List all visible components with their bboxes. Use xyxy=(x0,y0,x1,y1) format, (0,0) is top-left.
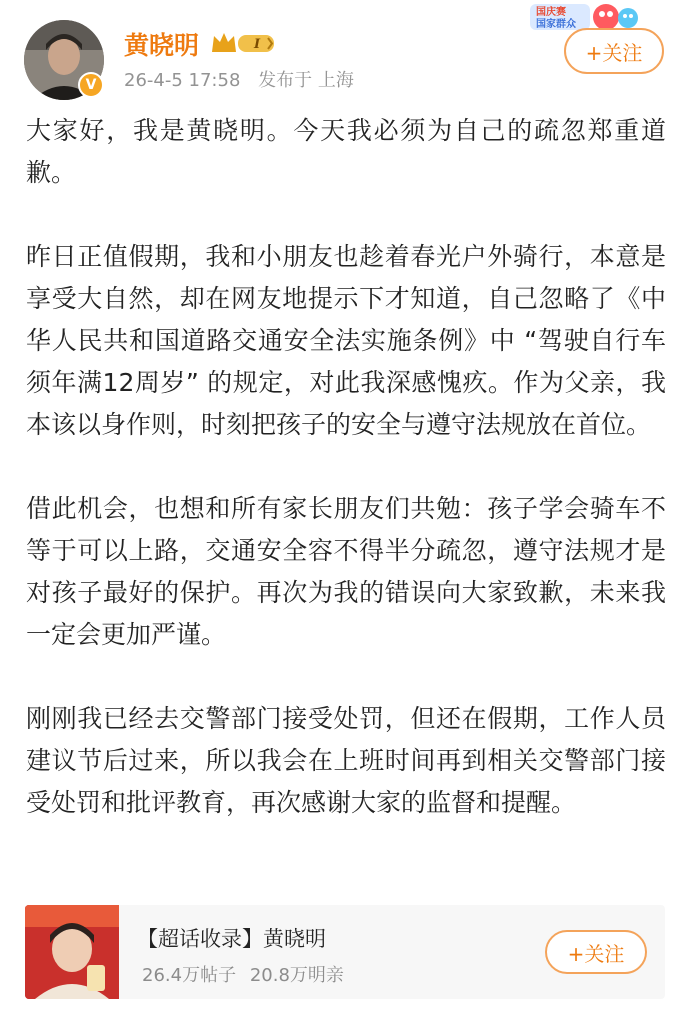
supertopic-card[interactable] xyxy=(25,905,665,999)
svg-text:国庆赛: 国庆赛 xyxy=(536,7,566,18)
username[interactable]: 黄晓明 xyxy=(124,31,200,60)
post-meta xyxy=(124,66,366,92)
supertopic-fan-count: 20.8万明亲 xyxy=(249,965,344,986)
post-paragraph: 大家好，我是黄晓明。今天我必须为自己的疏忽郑重道歉。 xyxy=(26,116,666,187)
supertopic-stats xyxy=(142,961,352,987)
supertopic-thumbnail[interactable] xyxy=(25,905,119,999)
supertopic-follow-button[interactable]: +关注 xyxy=(545,930,647,974)
follow-button[interactable]: +关注 xyxy=(564,28,664,74)
post-paragraph: 刚刚我已经去交警部门接受处罚，但还在假期，工作人员建议节后过来，所以我会在上班时间再到相关交警部门接受处罚和批评教育，再次感谢大家的监督和提醒。 xyxy=(26,704,666,817)
post-location: 发布于 上海 xyxy=(258,70,354,91)
svg-text:国家群众: 国家群众 xyxy=(536,19,576,30)
supertopic-title[interactable]: 【超话收录】黄晓明 xyxy=(137,927,326,951)
post-paragraph: 借此机会，也想和所有家长朋友们共勉：孩子学会骑车不等于可以上路，交通安全容不得半分疏忽，遵守法规才是对孩子最好的保护。再次为我的错误向大家致歉，未来我一定会更加严谨。 xyxy=(26,494,666,649)
supertopic-post-count: 26.4万帖子 xyxy=(142,965,237,986)
verified-v-icon: V xyxy=(78,72,104,98)
svg-text:I: I xyxy=(254,37,261,52)
post-timestamp: 26-4-5 17:58 xyxy=(124,70,241,91)
post-content xyxy=(26,110,666,866)
post-paragraph: 昨日正值假期，我和小朋友也趁着春光户外骑行，本意是享受大自然，却在网友地提示下才知道，自己忽略了《中华人民共和国道路交通安全法实施条例》中 “驾驶自行车须年满12周岁” 的规定，对此我深感愧疚。作为父亲，我本该以身作则，时刻把孩子的安全与遵守法规放在首位。 xyxy=(26,242,666,439)
vip-crown-icon[interactable] xyxy=(210,30,276,56)
